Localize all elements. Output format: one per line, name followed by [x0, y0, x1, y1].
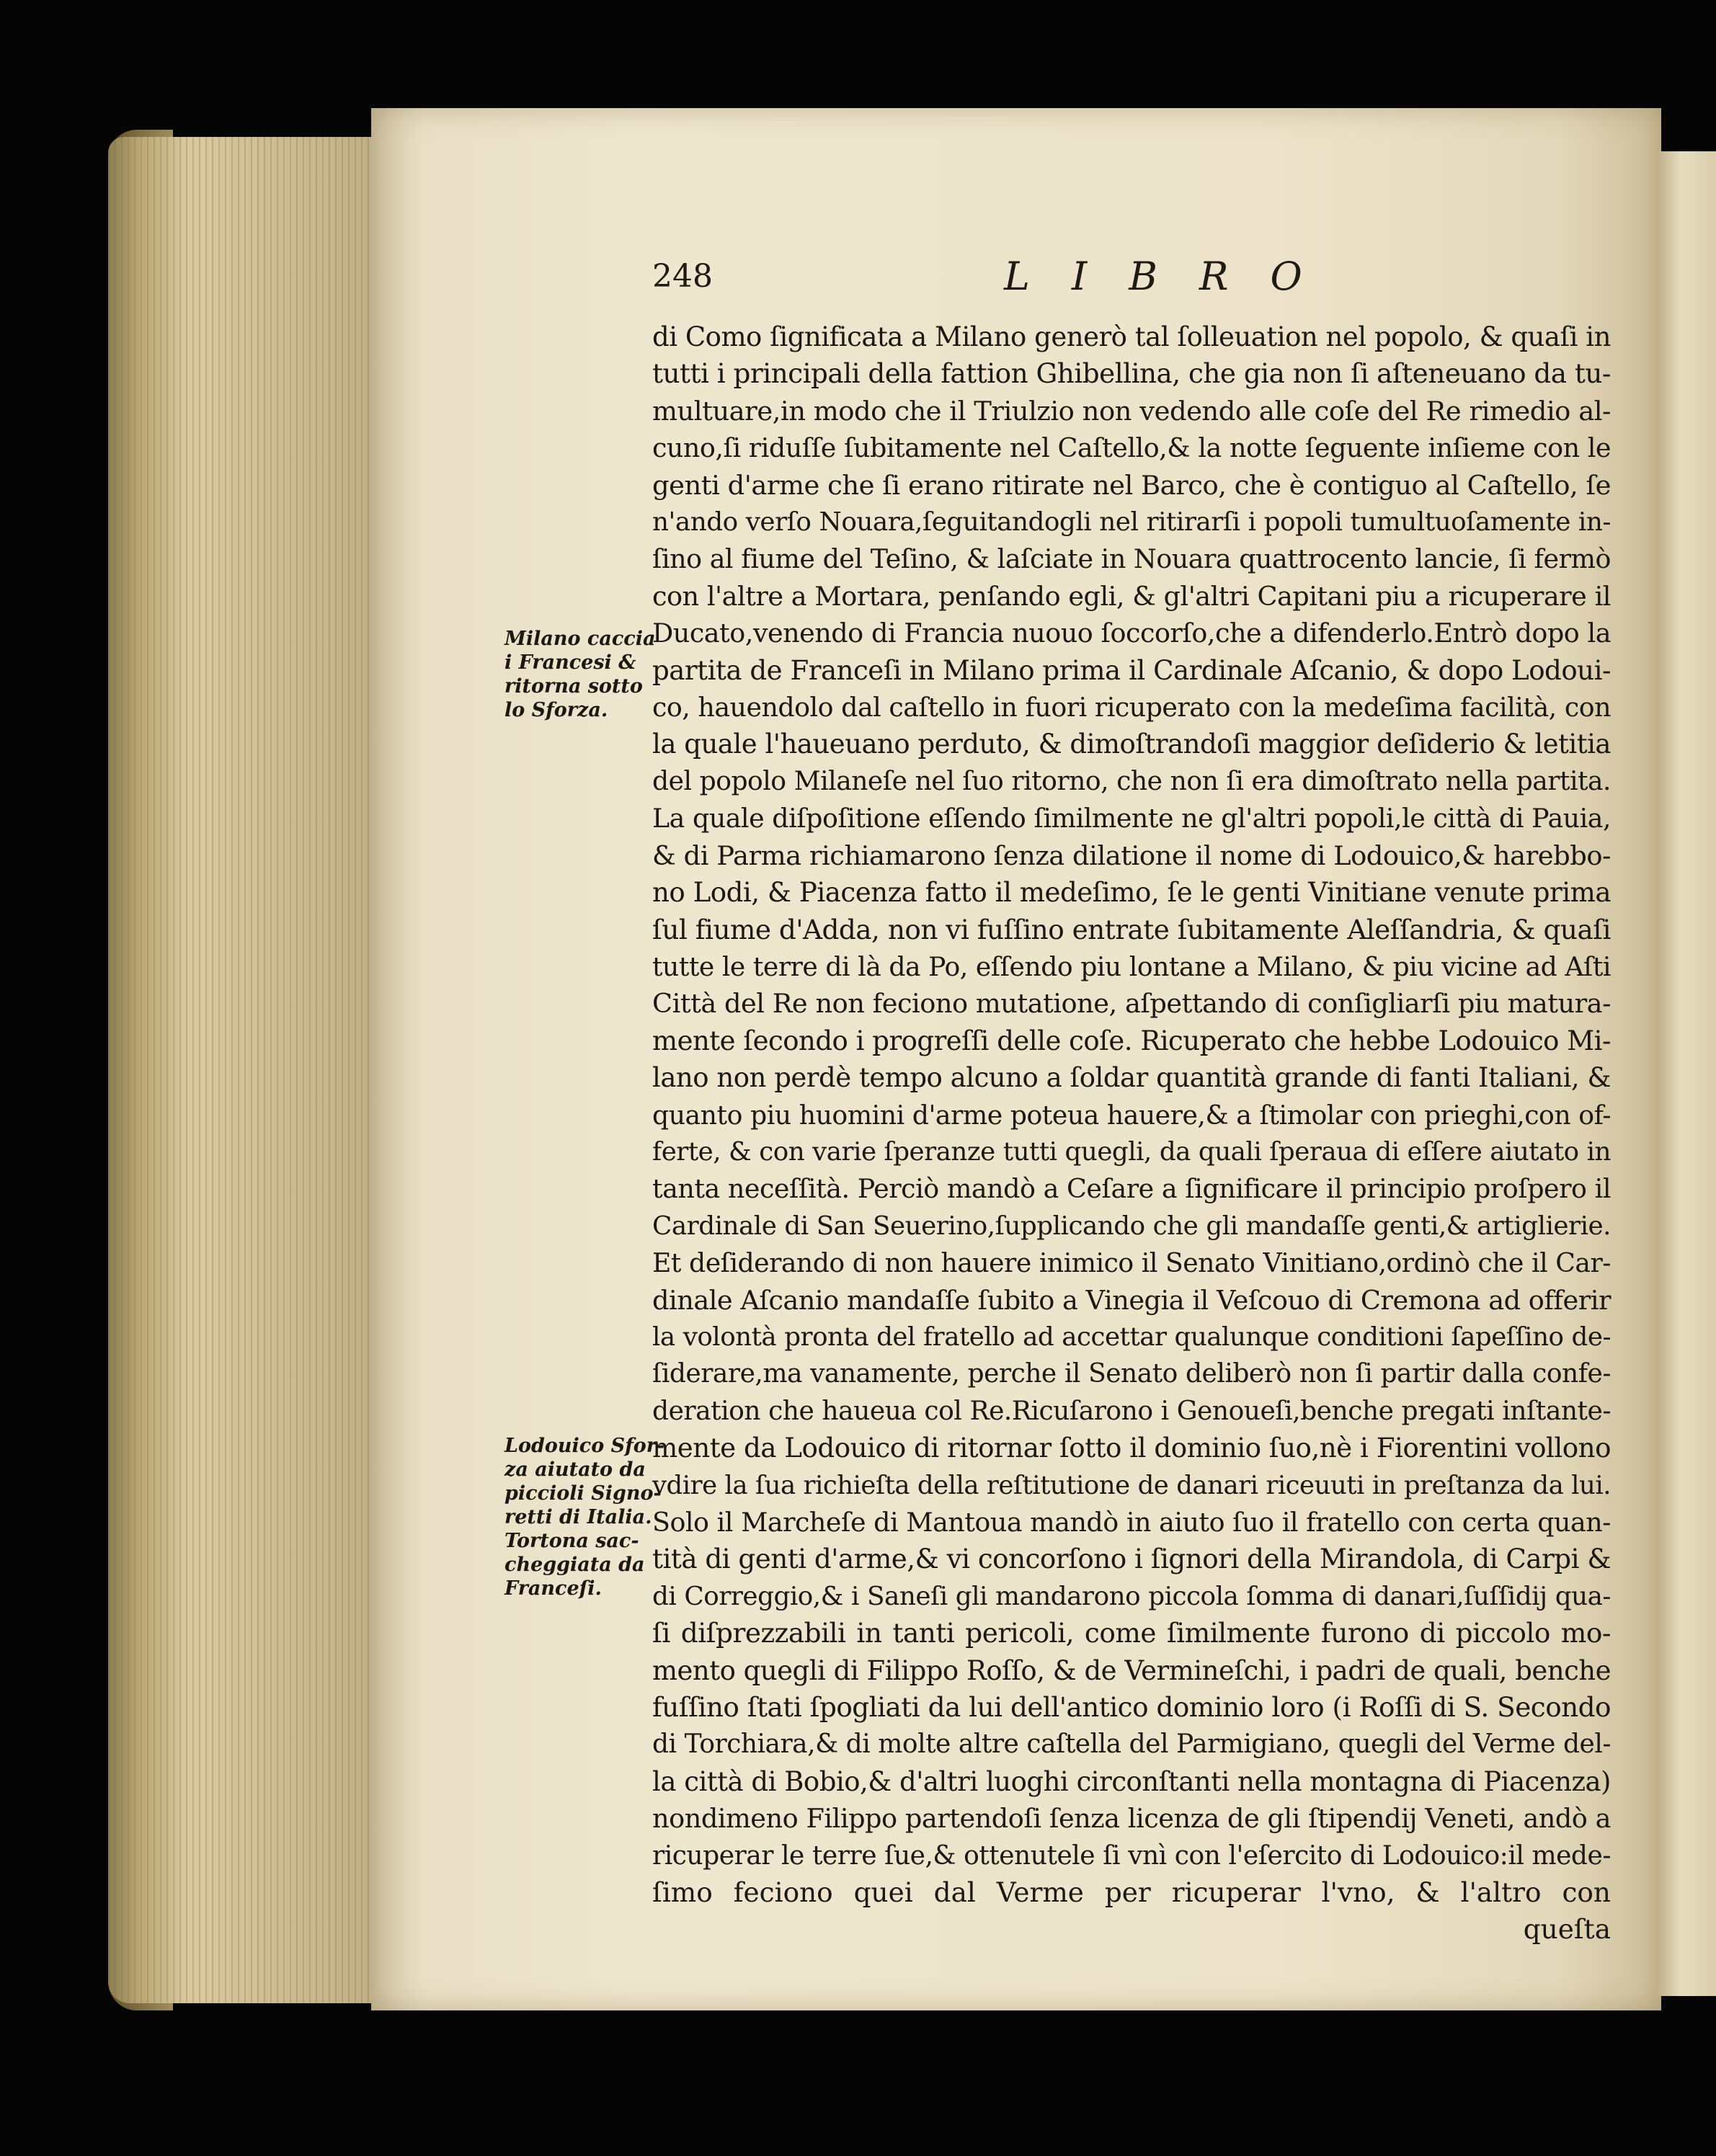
marginal-note-line: i Francesi & — [504, 651, 636, 674]
marginal-note-line: ritorna sotto — [504, 675, 643, 698]
text-line: la città di Bobio,& d'altri luoghi circonſtanti nella montagna di Piacenza) — [652, 1765, 1611, 1797]
text-line: fuſſino ſtati ſpogliati da lui dell'antico dominio loro (i Roſſi di S. Secondo — [652, 1691, 1611, 1724]
text-line: ſimo feciono quei dal Verme per ricuperar l'vno, & l'altro con — [652, 1876, 1611, 1909]
text-line: quanto piu huomini d'arme poteua hauere,& a ſtimolar con prieghi,con of- — [652, 1099, 1611, 1131]
text-line: la volontà pronta del fratello ad accettar qualunque conditioni ſapeſſino de- — [652, 1322, 1611, 1352]
marginal-note-line: Tortona sac- — [504, 1530, 639, 1552]
text-line: multuare,in modo che il Triulzio non vedendo alle coſe del Re rimedio al- — [652, 395, 1611, 427]
text-line: nondimeno Filippo partendoſi ſenza licenza de gli ſtipendij Veneti, andò a — [652, 1803, 1611, 1835]
text-line: vdire la ſua richieſta della reſtitutione de danari riceuuti in preſtanza da lui. — [652, 1470, 1611, 1500]
text-line: Solo il Marcheſe di Mantoua mandò in aiuto ſuo il fratello con certa quan- — [652, 1507, 1611, 1538]
page-edges — [108, 137, 382, 2003]
text-line: ſiderare,ma vanamente, perche il Senato deliberò non ſi partir dalla confe- — [652, 1359, 1611, 1389]
text-line: ſi diſprezzabili in tanti pericoli, come ſimilmente furono di piccolo mo- — [652, 1617, 1611, 1649]
marginal-note — [504, 1434, 665, 1600]
text-line: ferte, & con varie ſperanze tutti quegli, da quali ſperaua di eſſere aiutato in — [652, 1136, 1611, 1167]
text-line: la quale l'haueuano perduto, & dimoſtrandoſi maggior deſiderio & letitia — [652, 729, 1611, 760]
text-line: mento quegli di Filippo Roſſo, & de Vermineſchi, i padri de quali, benche — [652, 1654, 1611, 1686]
text-line: mente da Lodouico di ritornar ſotto il dominio ſuo,nè i Fiorentini vollono — [652, 1432, 1611, 1464]
text-line: Et deſiderando di non hauere inimico il Senato Vinitiano,ordinò che il Car- — [652, 1247, 1611, 1279]
marginal-note-line: retti di Italia. — [504, 1506, 652, 1528]
text-line: di Correggio,& i Saneſi gli mandarono piccola ſomma di danari,ſuſſidij qua- — [652, 1581, 1611, 1611]
text-line: n'ando verſo Nouara,ſeguitandogli nel ritirarſi i popoli tumultuoſamente in- — [652, 507, 1611, 538]
text-line: tanta neceſſità. Perciò mandò a Ceſare a ſignificare il principio proſpero il — [652, 1173, 1611, 1205]
text-line: tità di genti d'arme,& vi concorſono i ſignori della Mirandola, di Carpi & — [652, 1543, 1611, 1575]
text-line: co, hauendolo dal caſtello in fuori ricuperato con la medeſima facilità, con — [652, 692, 1611, 723]
text-line: lano non perdè tempo alcuno a ſoldar quantità grande di fanti Italiani, & — [652, 1062, 1611, 1094]
text-line: tutte le terre di là da Po, eſſendo piu lontane a Milano, & piu vicine ad Aſti — [652, 950, 1611, 982]
marginal-note-line: lo Sforza. — [504, 699, 608, 721]
text-line: tutti i principali della fattion Ghibellina, che gia non ſi aſteneuano da tu- — [652, 357, 1611, 390]
marginal-note-line: piccioli Signo- — [504, 1482, 662, 1505]
text-line: Cardinale di San Seuerino,ſupplicando che gli mandaſſe genti,& artiglierie. — [652, 1211, 1611, 1241]
text-line: cuno,ſi riduſſe ſubitamente nel Caſtello,& la notte ſeguente inſieme con le — [652, 432, 1611, 464]
text-line: con l'altre a Mortara, penſando egli, & gl'altri Capitani piu a ricuperare il — [652, 580, 1611, 612]
text-line: mente ſecondo i progreſſi delle coſe. Ricuperato che hebbe Lodouico Mi- — [652, 1025, 1611, 1056]
page-number: 248 — [652, 258, 713, 295]
marginal-note-line: Milano caccia — [504, 628, 656, 650]
text-line: di Como ſignificata a Milano generò tal ſolleuation nel popolo, & quaſi in — [652, 321, 1611, 352]
marginal-note-line: Lodouico Sfor- — [504, 1435, 665, 1457]
text-line: La quale diſpoſitione eſſendo ſimilmente ne gl'altri popoli,le città di Pauia, — [652, 803, 1611, 834]
text-line: di Torchiara,& di molte altre caſtella del Parmigiano, quegli del Verme del- — [652, 1729, 1611, 1760]
marginal-note-line: Franceſi. — [504, 1577, 602, 1600]
text-line: & di Parma richiamarono ſenza dilatione il nome di Lodouico,& harebbo- — [652, 839, 1611, 871]
marginal-note-line: cheggiata da — [504, 1554, 645, 1576]
facing-page-edge — [1658, 151, 1716, 1996]
marginal-note-line: za aiutato da — [504, 1458, 646, 1481]
text-line: Ducato,venendo di Francia nuouo ſoccorſo,che a difenderlo.Entrò dopo la — [652, 618, 1611, 649]
text-line: del popolo Milaneſe nel ſuo ritorno, che non ſi era dimoſtrato nella partita. — [652, 765, 1611, 796]
text-line: partita de Franceſi in Milano prima il Cardinale Aſcanio, & dopo Lodoui- — [652, 654, 1611, 686]
text-line: deration che haueua col Re.Ricuſarono i Genoueſi,benche pregati inſtante- — [652, 1396, 1611, 1426]
text-line: ſul fiume d'Adda, non vi fuſſino entrate ſubitamente Aleſſandria, & quaſi — [652, 913, 1611, 945]
running-title: LIBRO — [1004, 254, 1344, 299]
text-line: ſino al fiume del Teſino, & laſciate in Nouara quattrocento lancie, ſi fermò — [652, 543, 1611, 575]
text-line: dinale Aſcanio mandaſſe ſubito a Vinegia il Veſcouo di Cremona ad offerir — [652, 1284, 1611, 1316]
text-line: genti d'arme che ſi erano ritirate nel Barco, che è contiguo al Caſtello, ſe — [652, 469, 1611, 501]
text-line: no Lodi, & Piacenza fatto il medeſimo, ſe le genti Vinitiane venute prima — [652, 877, 1611, 909]
text-line: ricuperar le terre ſue,& ottenutele ſi vnì con l'eſercito di Lodouico:il mede- — [652, 1840, 1611, 1871]
body-text — [652, 318, 1611, 1948]
running-head — [652, 254, 1601, 308]
text-line: queſta — [1523, 1913, 1611, 1946]
text-line: Città del Re non feciono mutatione, aſpettando di conſigliarſi piu matura- — [652, 988, 1611, 1020]
marginal-note — [504, 627, 656, 722]
